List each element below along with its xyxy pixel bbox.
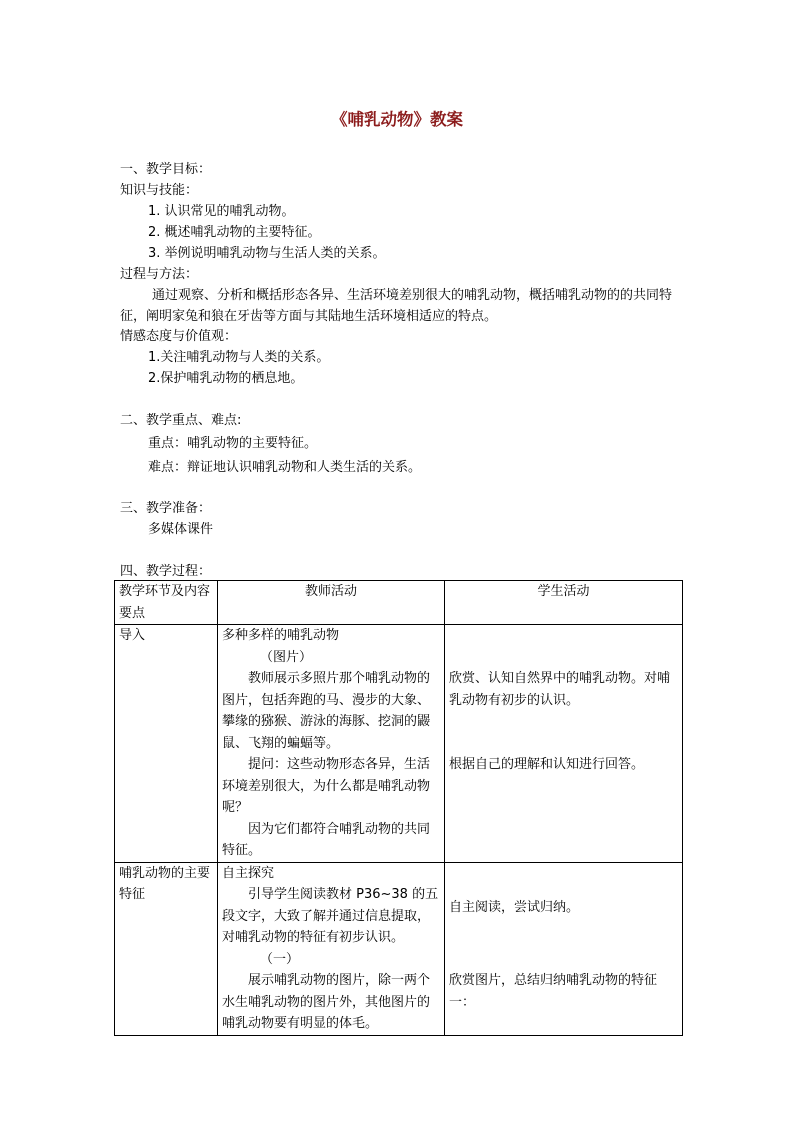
table-header-row <box>115 581 683 625</box>
header-teacher-activity: 教师活动 <box>218 581 445 625</box>
knowledge-item: 1. 认识常见的哺乳动物。 <box>148 204 295 219</box>
key-point: 重点：哺乳动物的主要特征。 <box>148 436 318 451</box>
section-2-heading: 二、教学重点、难点: <box>120 413 242 428</box>
table-row <box>115 625 683 863</box>
stage-cell: 导入 <box>115 625 218 863</box>
teacher-paragraph: 提问：这些动物形态各异，生活环境差别很大，为什么都是哺乳动物呢？ <box>222 757 431 815</box>
teacher-paragraph: 自主探究 <box>222 865 275 881</box>
student-paragraph: 自主阅读，尝试归纳。 <box>449 899 580 915</box>
teacher-paragraph: 因为它们都符合哺乳动物的共同特征。 <box>222 821 431 858</box>
teacher-activity-cell <box>218 862 445 1035</box>
student-paragraph: 欣赏图片，总结归纳哺乳动物的特征一： <box>449 973 658 1010</box>
knowledge-skills-label: 知识与技能： <box>120 183 199 198</box>
emotion-item: 2.保护哺乳动物的栖息地。 <box>148 371 304 386</box>
section-3-heading: 三、教学准备： <box>120 501 212 516</box>
student-activity-cell <box>445 862 683 1035</box>
teacher-paragraph: 教师展示多照片那个哺乳动物的图片，包括奔跑的马、漫步的大象、攀缘的猕猴、游泳的海豚、挖洞的鼹鼠、飞翔的蝙蝠等。 <box>222 671 431 751</box>
table-row <box>115 862 683 1035</box>
header-stage: 教学环节及内容要点 <box>115 581 218 625</box>
emotion-values-label: 情感态度与价值观： <box>120 329 238 344</box>
student-paragraph: 根据自己的理解和认知进行回答。 <box>449 757 645 772</box>
process-methods-text: 通过观察、分析和概括形态各异、生活环境差别很大的哺乳动物，概括哺乳动物的的共同特征，阐明家兔和狼在牙齿等方面与其陆地生活环境相适应的特点。 <box>120 288 673 324</box>
teacher-paragraph: 展示哺乳动物的图片，除一两个水生哺乳动物的图片外，其他图片的哺乳动物要有明显的体毛。 <box>222 973 431 1031</box>
teacher-activity-cell <box>218 625 445 863</box>
section-4-heading: 四、教学过程： <box>120 564 212 579</box>
difficult-point: 难点：辩证地认识哺乳动物和人类生活的关系。 <box>148 460 422 475</box>
stage-cell: 哺乳动物的主要特征 <box>115 862 218 1035</box>
knowledge-item: 2. 概述哺乳动物的主要特征。 <box>148 225 321 240</box>
document-title: 《哺乳动物》教案 <box>331 110 463 129</box>
student-paragraph: 欣赏、认知自然界中的哺乳动物。对哺乳动物有初步的认识。 <box>449 671 671 708</box>
process-methods-label: 过程与方法： <box>120 267 199 282</box>
teaching-process-table <box>114 580 683 1036</box>
student-activity-cell <box>445 625 683 863</box>
teacher-paragraph: 引导学生阅读教材 P36~38 的五段文字，大致了解并通过信息提取，对哺乳动物的特征有初步认识。 <box>222 887 439 945</box>
preparation-item: 多媒体课件 <box>148 522 214 537</box>
header-student-activity: 学生活动 <box>445 581 683 625</box>
section-1-heading: 一、教学目标： <box>120 162 212 177</box>
teacher-paragraph: （一） <box>260 951 300 967</box>
knowledge-item: 3. 举例说明哺乳动物与生活人类的关系。 <box>148 246 386 261</box>
emotion-item: 1.关注哺乳动物与人类的关系。 <box>148 350 330 365</box>
teacher-paragraph: （图片） <box>260 649 313 665</box>
teacher-paragraph: 多种多样的哺乳动物 <box>222 628 340 643</box>
